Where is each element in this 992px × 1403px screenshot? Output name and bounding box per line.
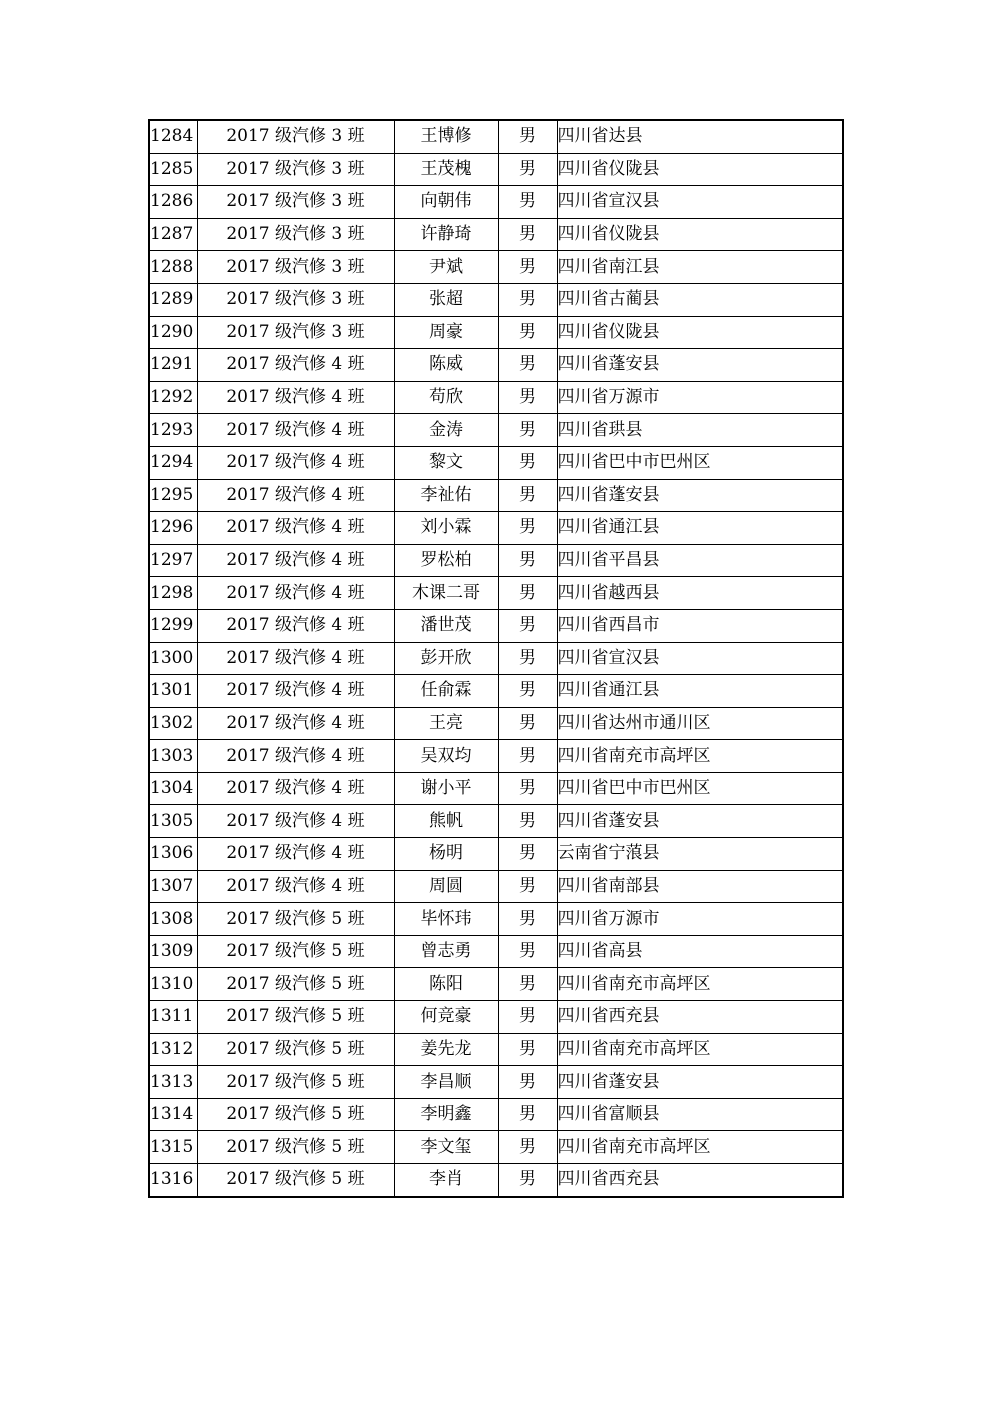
row-number-cell: 1296 <box>149 512 197 545</box>
student-name-cell: 李肖 <box>394 1164 498 1197</box>
row-number-cell: 1286 <box>149 186 197 219</box>
gender-cell: 男 <box>498 1033 557 1066</box>
gender-cell: 男 <box>498 772 557 805</box>
row-number-cell: 1285 <box>149 153 197 186</box>
table-row <box>149 577 843 610</box>
gender-cell: 男 <box>498 512 557 545</box>
class-name-cell: 2017 级汽修 4 班 <box>197 772 394 805</box>
student-name-cell: 潘世茂 <box>394 609 498 642</box>
student-name-cell: 李文玺 <box>394 1131 498 1164</box>
gender-cell: 男 <box>498 935 557 968</box>
table-row <box>149 675 843 708</box>
row-number-cell: 1291 <box>149 349 197 382</box>
native-place-cell: 四川省平昌县 <box>557 544 843 577</box>
row-number-cell: 1293 <box>149 414 197 447</box>
class-name-cell: 2017 级汽修 5 班 <box>197 968 394 1001</box>
student-name-cell: 李昌顺 <box>394 1066 498 1099</box>
table-row <box>149 446 843 479</box>
gender-cell: 男 <box>498 414 557 447</box>
native-place-cell: 四川省越西县 <box>557 577 843 610</box>
class-name-cell: 2017 级汽修 4 班 <box>197 642 394 675</box>
gender-cell: 男 <box>498 1001 557 1034</box>
native-place-cell: 四川省巴中市巴州区 <box>557 446 843 479</box>
row-number-cell: 1307 <box>149 870 197 903</box>
table-row <box>149 283 843 316</box>
gender-cell: 男 <box>498 707 557 740</box>
native-place-cell: 四川省古蔺县 <box>557 283 843 316</box>
table-row <box>149 1164 843 1197</box>
class-name-cell: 2017 级汽修 4 班 <box>197 707 394 740</box>
gender-cell: 男 <box>498 1131 557 1164</box>
roster-body <box>149 120 843 1197</box>
row-number-cell: 1303 <box>149 740 197 773</box>
table-row <box>149 218 843 251</box>
table-row <box>149 544 843 577</box>
class-name-cell: 2017 级汽修 3 班 <box>197 218 394 251</box>
student-name-cell: 任俞霖 <box>394 675 498 708</box>
student-name-cell: 木课二哥 <box>394 577 498 610</box>
class-name-cell: 2017 级汽修 5 班 <box>197 1001 394 1034</box>
student-name-cell: 王茂槐 <box>394 153 498 186</box>
student-name-cell: 张超 <box>394 283 498 316</box>
student-name-cell: 向朝伟 <box>394 186 498 219</box>
native-place-cell: 四川省南充市高坪区 <box>557 1033 843 1066</box>
class-name-cell: 2017 级汽修 3 班 <box>197 316 394 349</box>
class-name-cell: 2017 级汽修 4 班 <box>197 838 394 871</box>
native-place-cell: 四川省蓬安县 <box>557 805 843 838</box>
row-number-cell: 1290 <box>149 316 197 349</box>
table-row <box>149 1098 843 1131</box>
class-name-cell: 2017 级汽修 4 班 <box>197 414 394 447</box>
table-row <box>149 512 843 545</box>
gender-cell: 男 <box>498 577 557 610</box>
table-row <box>149 838 843 871</box>
student-name-cell: 杨明 <box>394 838 498 871</box>
table-row <box>149 903 843 936</box>
table-row <box>149 1131 843 1164</box>
class-name-cell: 2017 级汽修 4 班 <box>197 577 394 610</box>
row-number-cell: 1284 <box>149 120 197 153</box>
native-place-cell: 四川省仪陇县 <box>557 316 843 349</box>
gender-cell: 男 <box>498 740 557 773</box>
row-number-cell: 1314 <box>149 1098 197 1131</box>
row-number-cell: 1313 <box>149 1066 197 1099</box>
gender-cell: 男 <box>498 381 557 414</box>
native-place-cell: 四川省仪陇县 <box>557 218 843 251</box>
row-number-cell: 1304 <box>149 772 197 805</box>
student-name-cell: 曾志勇 <box>394 935 498 968</box>
table-row <box>149 968 843 1001</box>
student-name-cell: 苟欣 <box>394 381 498 414</box>
student-name-cell: 李祉佑 <box>394 479 498 512</box>
table-row <box>149 642 843 675</box>
class-name-cell: 2017 级汽修 3 班 <box>197 120 394 153</box>
class-name-cell: 2017 级汽修 4 班 <box>197 609 394 642</box>
table-row <box>149 153 843 186</box>
native-place-cell: 四川省西充县 <box>557 1164 843 1197</box>
student-name-cell: 周圆 <box>394 870 498 903</box>
gender-cell: 男 <box>498 153 557 186</box>
native-place-cell: 四川省西充县 <box>557 1001 843 1034</box>
gender-cell: 男 <box>498 1066 557 1099</box>
native-place-cell: 四川省蓬安县 <box>557 479 843 512</box>
student-name-cell: 周豪 <box>394 316 498 349</box>
native-place-cell: 四川省高县 <box>557 935 843 968</box>
class-name-cell: 2017 级汽修 3 班 <box>197 153 394 186</box>
gender-cell: 男 <box>498 120 557 153</box>
student-name-cell: 何竞豪 <box>394 1001 498 1034</box>
student-name-cell: 熊帆 <box>394 805 498 838</box>
row-number-cell: 1301 <box>149 675 197 708</box>
gender-cell: 男 <box>498 838 557 871</box>
gender-cell: 男 <box>498 903 557 936</box>
row-number-cell: 1312 <box>149 1033 197 1066</box>
row-number-cell: 1295 <box>149 479 197 512</box>
gender-cell: 男 <box>498 251 557 284</box>
class-name-cell: 2017 级汽修 4 班 <box>197 381 394 414</box>
student-roster-table <box>148 119 844 1198</box>
gender-cell: 男 <box>498 283 557 316</box>
native-place-cell: 四川省南充市高坪区 <box>557 740 843 773</box>
table-row <box>149 935 843 968</box>
class-name-cell: 2017 级汽修 5 班 <box>197 1164 394 1197</box>
gender-cell: 男 <box>498 446 557 479</box>
gender-cell: 男 <box>498 544 557 577</box>
row-number-cell: 1311 <box>149 1001 197 1034</box>
class-name-cell: 2017 级汽修 4 班 <box>197 349 394 382</box>
table-row <box>149 1001 843 1034</box>
class-name-cell: 2017 级汽修 4 班 <box>197 805 394 838</box>
row-number-cell: 1316 <box>149 1164 197 1197</box>
gender-cell: 男 <box>498 218 557 251</box>
native-place-cell: 四川省富顺县 <box>557 1098 843 1131</box>
native-place-cell: 四川省达县 <box>557 120 843 153</box>
row-number-cell: 1306 <box>149 838 197 871</box>
table-row <box>149 251 843 284</box>
native-place-cell: 四川省宣汉县 <box>557 642 843 675</box>
row-number-cell: 1309 <box>149 935 197 968</box>
row-number-cell: 1308 <box>149 903 197 936</box>
class-name-cell: 2017 级汽修 3 班 <box>197 251 394 284</box>
class-name-cell: 2017 级汽修 5 班 <box>197 903 394 936</box>
native-place-cell: 四川省蓬安县 <box>557 349 843 382</box>
student-name-cell: 金涛 <box>394 414 498 447</box>
row-number-cell: 1298 <box>149 577 197 610</box>
student-name-cell: 王博修 <box>394 120 498 153</box>
student-name-cell: 罗松柏 <box>394 544 498 577</box>
native-place-cell: 四川省南江县 <box>557 251 843 284</box>
row-number-cell: 1300 <box>149 642 197 675</box>
row-number-cell: 1297 <box>149 544 197 577</box>
gender-cell: 男 <box>498 805 557 838</box>
class-name-cell: 2017 级汽修 4 班 <box>197 512 394 545</box>
native-place-cell: 四川省珙县 <box>557 414 843 447</box>
student-name-cell: 李明鑫 <box>394 1098 498 1131</box>
gender-cell: 男 <box>498 870 557 903</box>
class-name-cell: 2017 级汽修 4 班 <box>197 479 394 512</box>
row-number-cell: 1310 <box>149 968 197 1001</box>
gender-cell: 男 <box>498 479 557 512</box>
student-name-cell: 陈阳 <box>394 968 498 1001</box>
row-number-cell: 1305 <box>149 805 197 838</box>
native-place-cell: 四川省南充市高坪区 <box>557 1131 843 1164</box>
native-place-cell: 四川省通江县 <box>557 675 843 708</box>
class-name-cell: 2017 级汽修 5 班 <box>197 1033 394 1066</box>
gender-cell: 男 <box>498 675 557 708</box>
table-row <box>149 414 843 447</box>
student-name-cell: 黎文 <box>394 446 498 479</box>
table-row <box>149 772 843 805</box>
gender-cell: 男 <box>498 609 557 642</box>
gender-cell: 男 <box>498 642 557 675</box>
class-name-cell: 2017 级汽修 4 班 <box>197 870 394 903</box>
native-place-cell: 四川省万源市 <box>557 381 843 414</box>
gender-cell: 男 <box>498 349 557 382</box>
student-name-cell: 许静琦 <box>394 218 498 251</box>
row-number-cell: 1287 <box>149 218 197 251</box>
row-number-cell: 1292 <box>149 381 197 414</box>
native-place-cell: 四川省宣汉县 <box>557 186 843 219</box>
table-row <box>149 870 843 903</box>
native-place-cell: 四川省南部县 <box>557 870 843 903</box>
class-name-cell: 2017 级汽修 3 班 <box>197 283 394 316</box>
native-place-cell: 四川省南充市高坪区 <box>557 968 843 1001</box>
native-place-cell: 四川省西昌市 <box>557 609 843 642</box>
student-name-cell: 毕怀玮 <box>394 903 498 936</box>
gender-cell: 男 <box>498 316 557 349</box>
row-number-cell: 1289 <box>149 283 197 316</box>
native-place-cell: 四川省通江县 <box>557 512 843 545</box>
student-name-cell: 刘小霖 <box>394 512 498 545</box>
table-row <box>149 1066 843 1099</box>
table-row <box>149 479 843 512</box>
table-row <box>149 1033 843 1066</box>
student-name-cell: 彭开欣 <box>394 642 498 675</box>
table-row <box>149 381 843 414</box>
gender-cell: 男 <box>498 1098 557 1131</box>
row-number-cell: 1294 <box>149 446 197 479</box>
class-name-cell: 2017 级汽修 4 班 <box>197 544 394 577</box>
native-place-cell: 四川省仪陇县 <box>557 153 843 186</box>
row-number-cell: 1288 <box>149 251 197 284</box>
student-name-cell: 王亮 <box>394 707 498 740</box>
table-row <box>149 740 843 773</box>
class-name-cell: 2017 级汽修 4 班 <box>197 675 394 708</box>
native-place-cell: 四川省巴中市巴州区 <box>557 772 843 805</box>
student-name-cell: 陈威 <box>394 349 498 382</box>
student-name-cell: 尹斌 <box>394 251 498 284</box>
table-row <box>149 805 843 838</box>
class-name-cell: 2017 级汽修 5 班 <box>197 1098 394 1131</box>
table-row <box>149 349 843 382</box>
gender-cell: 男 <box>498 968 557 1001</box>
class-name-cell: 2017 级汽修 4 班 <box>197 740 394 773</box>
class-name-cell: 2017 级汽修 5 班 <box>197 1066 394 1099</box>
student-name-cell: 吴双均 <box>394 740 498 773</box>
student-name-cell: 姜先龙 <box>394 1033 498 1066</box>
table-row <box>149 120 843 153</box>
student-name-cell: 谢小平 <box>394 772 498 805</box>
table-row <box>149 316 843 349</box>
native-place-cell: 四川省蓬安县 <box>557 1066 843 1099</box>
row-number-cell: 1302 <box>149 707 197 740</box>
gender-cell: 男 <box>498 1164 557 1197</box>
table-row <box>149 707 843 740</box>
class-name-cell: 2017 级汽修 4 班 <box>197 446 394 479</box>
table-row <box>149 186 843 219</box>
gender-cell: 男 <box>498 186 557 219</box>
row-number-cell: 1299 <box>149 609 197 642</box>
native-place-cell: 四川省万源市 <box>557 903 843 936</box>
row-number-cell: 1315 <box>149 1131 197 1164</box>
native-place-cell: 四川省达州市通川区 <box>557 707 843 740</box>
class-name-cell: 2017 级汽修 3 班 <box>197 186 394 219</box>
class-name-cell: 2017 级汽修 5 班 <box>197 935 394 968</box>
class-name-cell: 2017 级汽修 5 班 <box>197 1131 394 1164</box>
native-place-cell: 云南省宁蒗县 <box>557 838 843 871</box>
table-row <box>149 609 843 642</box>
